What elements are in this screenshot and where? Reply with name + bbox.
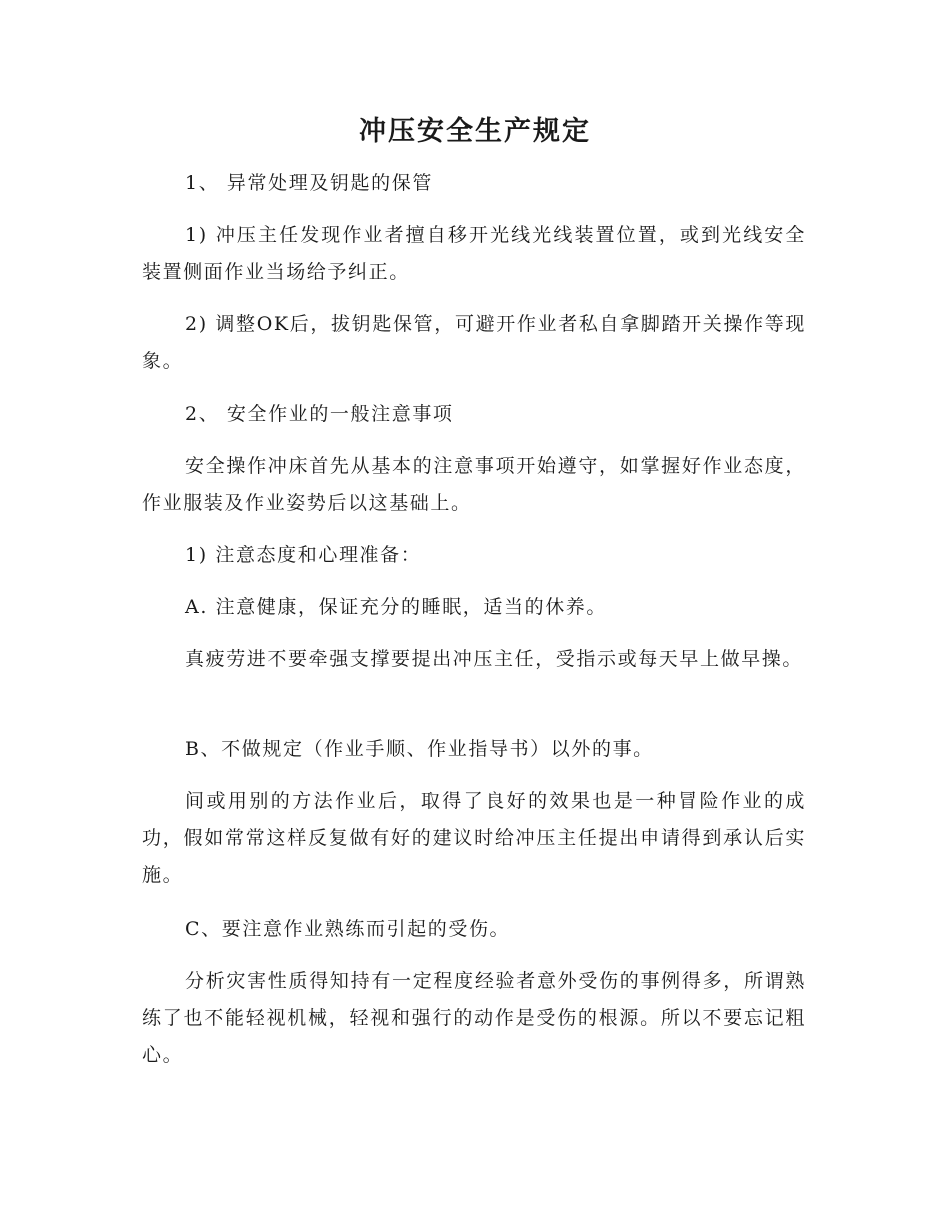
item-c: C、要注意作业熟练而引起的受伤。 bbox=[185, 918, 511, 940]
item-b: B、不做规定（作业手顺、作业指导书）以外的事。 bbox=[185, 738, 654, 760]
document-title: 冲压安全生产规定 bbox=[359, 116, 591, 147]
section-heading-2: 2、 安全作业的一般注意事项 bbox=[185, 403, 454, 425]
paragraph-fatigue: 真疲劳进不要牵强支撑要提出冲压主任，受指示或每天早上做早操。 bbox=[185, 648, 804, 670]
section-heading-1: 1、 异常处理及钥匙的保管 bbox=[185, 172, 433, 194]
paragraph-1-1: 1) 冲压主任发现作业者擅自移开光线光线装置位置，或到光线安全装置侧面作业当场给予纠正。 bbox=[142, 224, 806, 283]
subheading-attitude: 1) 注意态度和心理准备： bbox=[185, 544, 422, 566]
paragraph-1-2: 2) 调整OK后，拔钥匙保管，可避开作业者私自拿脚踏开关操作等现象。 bbox=[142, 313, 806, 372]
paragraph-intro: 安全操作冲床首先从基本的注意事项开始遵守，如掌握好作业态度，作业服装及作业姿势后以这基础上。 bbox=[142, 455, 806, 514]
paragraph-method: 间或用别的方法作业后，取得了良好的效果也是一种冒险作业的成功，假如常常这样反复做有好的建议时给冲压主任提出申请得到承认后实施。 bbox=[142, 790, 806, 886]
item-a: A. 注意健康，保证充分的睡眠，适当的休养。 bbox=[185, 596, 608, 618]
paragraph-analysis: 分析灾害性质得知持有一定程度经验者意外受伤的事例得多，所谓熟练了也不能轻视机械，轻视和强行的动作是受伤的根源。所以不要忘记粗心。 bbox=[142, 970, 806, 1066]
